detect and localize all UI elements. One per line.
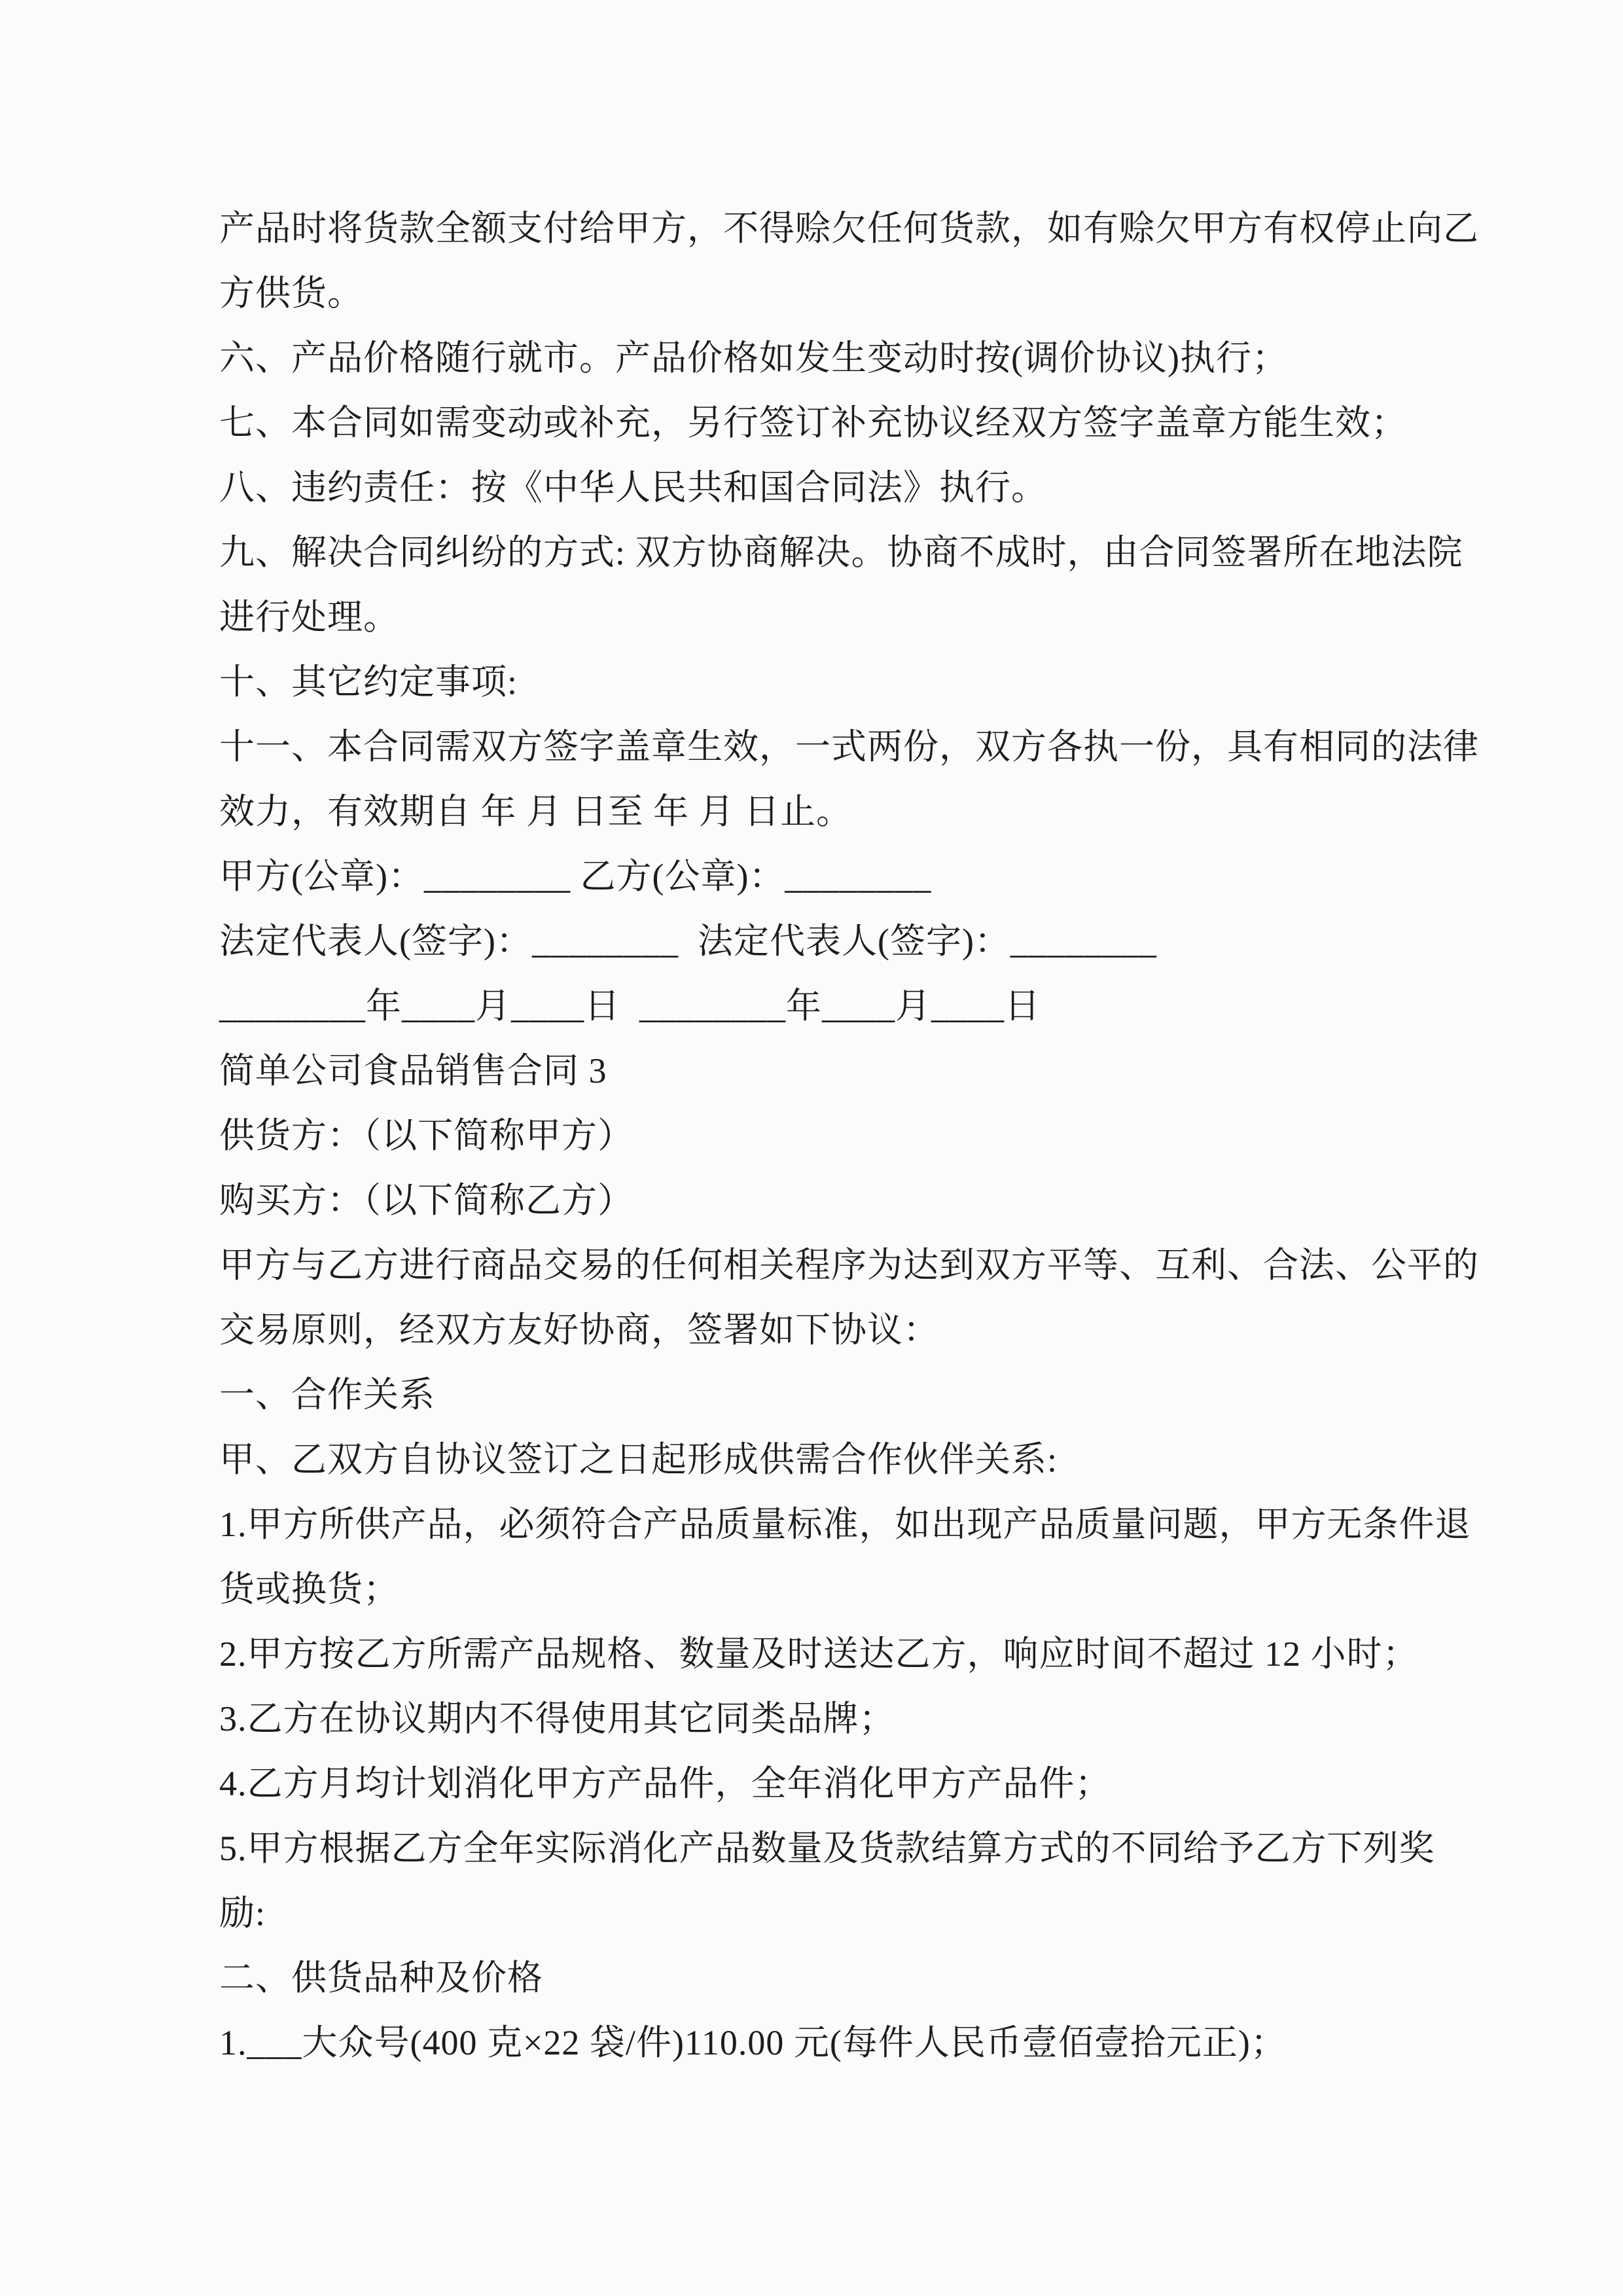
contract-body <box>219 196 1479 2075</box>
section-two-heading: 二、供货品种及价格 <box>219 1958 543 1998</box>
preamble-line-1: 甲方与乙方进行商品交易的任何相关程序为达到双方平等、互利、合法、公平的 <box>219 1246 1479 1285</box>
clause-continuation-payment: 产品时将货款全额支付给甲方，不得赊欠任何货款，如有赊欠甲方有权停止向乙 <box>219 209 1479 248</box>
contract-section-title: 简单公司食品销售合同 3 <box>219 1051 607 1090</box>
section-one-heading: 一、合作关系 <box>219 1375 435 1414</box>
supplier-party-line: 供货方：（以下简称甲方） <box>219 1116 633 1155</box>
item-3-line: 3.乙方在协议期内不得使用其它同类品牌； <box>219 1699 895 1738</box>
item-1-line-1: 1.甲方所供产品，必须符合产品质量标准，如出现产品质量问题，甲方无条件退 <box>219 1505 1471 1544</box>
clause-ten: 十、其它约定事项: <box>219 662 518 702</box>
clause-eleven: 十一、本合同需双方签字盖章生效，一式两份，双方各执一份，具有相同的法律 <box>219 727 1479 766</box>
clause-nine: 九、解决合同纠纷的方式: 双方协商解决。协商不成时，由合同签署所在地法院 <box>219 533 1463 572</box>
legal-representative-signature-line: 法定代表人(签字)：________ 法定代表人(签字)：________ <box>219 922 1157 961</box>
partnership-intro-line: 甲、乙双方自协议签订之日起形成供需合作伙伴关系: <box>219 1440 1058 1479</box>
clause-continuation-supply: 方供货。 <box>219 274 363 313</box>
clause-eleven-continuation: 效力，有效期自 年 月 日至 年 月 日止。 <box>219 792 852 831</box>
item-5-line-2: 励: <box>219 1893 266 1933</box>
item-5-line-1: 5.甲方根据乙方全年实际消化产品数量及货款结算方式的不同给予乙方下列奖 <box>219 1829 1435 1868</box>
item-4-line: 4.乙方月均计划消化甲方产品件，全年消化甲方产品件； <box>219 1764 1111 1803</box>
product-price-item-1: 1.___大众号(400 克×22 袋/件)110.00 元(每件人民币壹佰壹拾元正)； <box>219 2023 1287 2062</box>
clause-eight: 八、违约责任：按《中华人民共和国合同法》执行。 <box>219 468 1047 507</box>
party-seal-signature-line: 甲方(公章)：________ 乙方(公章)：________ <box>219 857 932 896</box>
clause-seven: 七、本合同如需变动或补充，另行签订补充协议经双方签字盖章方能生效； <box>219 403 1407 442</box>
date-blank-line: ________年____月____日 ________年____月____日 <box>219 986 1041 1026</box>
buyer-party-line: 购买方：（以下简称乙方） <box>219 1181 633 1220</box>
clause-nine-continuation: 进行处理。 <box>219 598 399 637</box>
item-2-line: 2.甲方按乙方所需产品规格、数量及时送达乙方，响应时间不超过 12 小时； <box>219 1634 1419 1674</box>
preamble-line-2: 交易原则，经双方友好协商，签署如下协议： <box>219 1310 939 1350</box>
clause-six: 六、产品价格随行就市。产品价格如发生变动时按(调价协议)执行； <box>219 338 1288 378</box>
item-1-line-2: 货或换货； <box>219 1570 399 1609</box>
